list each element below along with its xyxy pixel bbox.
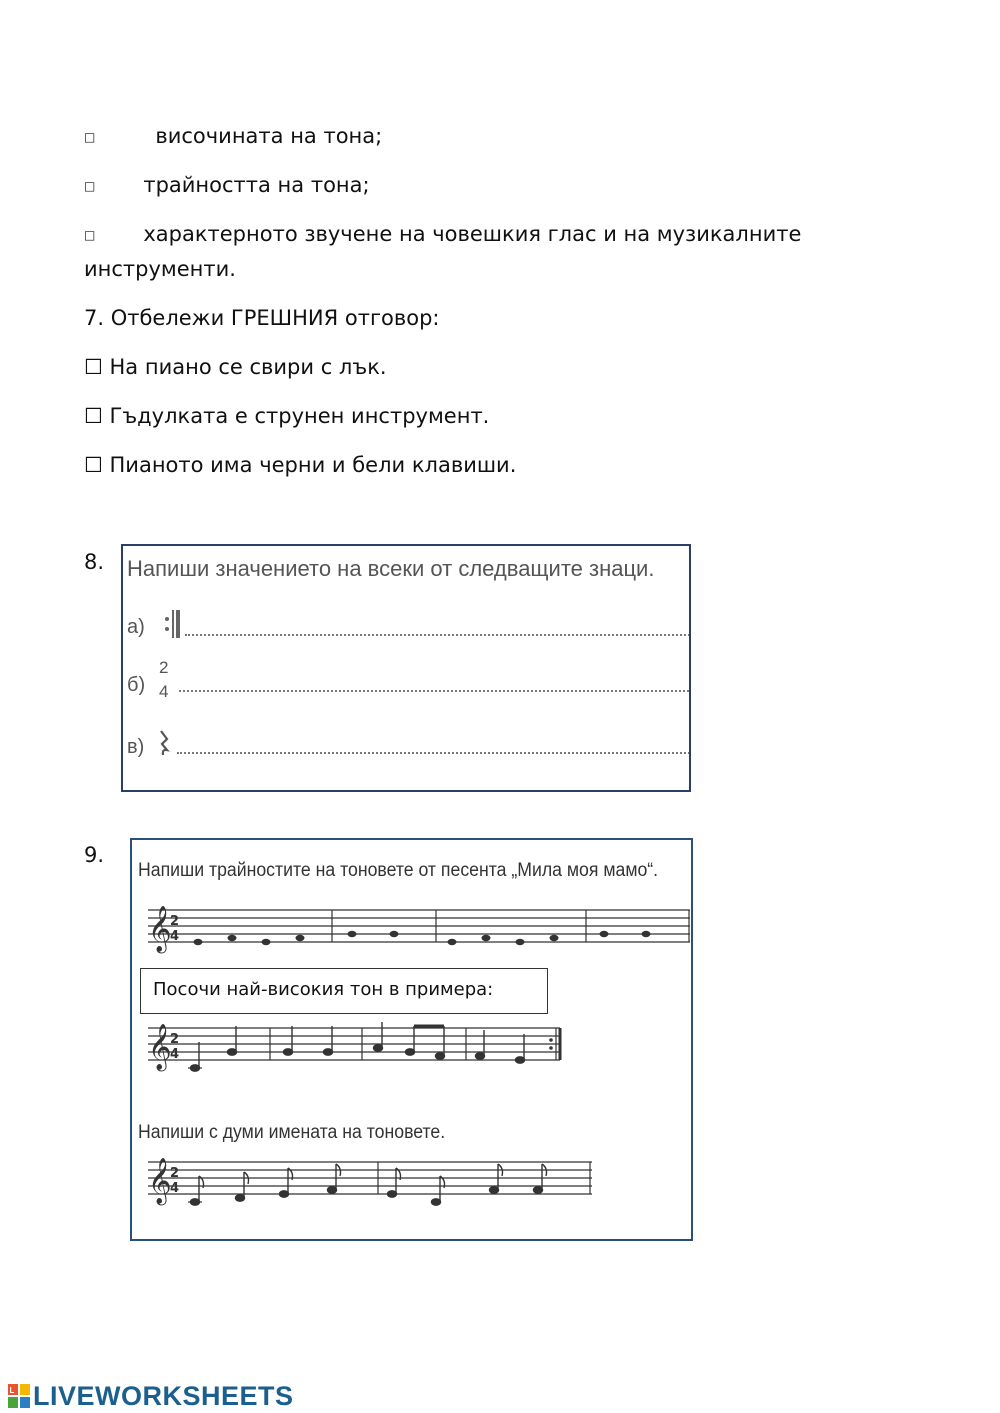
question8-image — [121, 544, 691, 792]
highest-note-answer-box[interactable]: Посочи най-високия тон в примера: — [140, 968, 548, 1014]
note — [296, 935, 305, 941]
liveworksheets-logo — [8, 1380, 294, 1412]
q8-label-b: б) — [127, 674, 146, 696]
note — [642, 931, 651, 937]
note — [348, 931, 357, 937]
note — [432, 1199, 441, 1205]
time-signature-bottom: 4 — [159, 682, 169, 701]
note — [374, 1045, 383, 1051]
music-staff-1 — [140, 896, 693, 958]
option-timbre-cont — [84, 252, 236, 286]
option-text: височината на тона; — [155, 124, 383, 148]
note — [448, 939, 457, 945]
answer-line-a[interactable] — [185, 634, 691, 636]
question7-title: 7. Отбележи ГРЕШНИЯ отговор: — [84, 306, 440, 330]
q7-option-1 — [84, 350, 387, 384]
q7-option-2 — [84, 399, 489, 433]
note — [236, 1195, 245, 1201]
question9-number: 9. — [84, 843, 105, 867]
note — [406, 1049, 415, 1055]
time-sig-top: 2 — [170, 1166, 180, 1181]
question8-number: 8. — [84, 550, 105, 574]
note — [490, 1187, 499, 1193]
svg-text:L: L — [9, 1386, 15, 1395]
checkbox-icon[interactable]: □ — [84, 228, 96, 242]
note — [600, 931, 609, 937]
note — [390, 931, 399, 937]
music-staff-2 — [140, 1016, 580, 1086]
note — [516, 1057, 525, 1063]
note — [194, 939, 203, 945]
time-signature-top: 2 — [159, 658, 169, 677]
note — [191, 1199, 200, 1205]
checkbox-icon[interactable]: □ — [84, 179, 96, 193]
note — [328, 1187, 337, 1193]
q8-label-a: а) — [127, 616, 145, 638]
note — [476, 1053, 485, 1059]
q9-instruction-1: Напиши трайностите на тоновете от песента „Мила моя мамо“. — [138, 860, 659, 881]
checkbox-icon[interactable]: ☐ — [84, 453, 103, 477]
treble-clef-icon: 𝄞 — [148, 1158, 172, 1204]
option-duration — [84, 168, 370, 203]
option-timbre — [84, 217, 801, 252]
checkbox-icon[interactable]: □ — [84, 130, 96, 144]
answer-line-c[interactable] — [177, 752, 691, 754]
checkbox-icon[interactable]: ☐ — [84, 355, 103, 379]
option-text: инструменти. — [84, 257, 236, 281]
end-repeat-icon — [163, 608, 183, 642]
option-text: характерното звучене на човешкия глас и на музикалните — [143, 222, 802, 246]
question9-image — [130, 838, 693, 1241]
option-pitch — [84, 119, 382, 154]
time-sig-top: 2 — [170, 914, 180, 929]
option-text: трайността на тона; — [143, 173, 370, 197]
note — [324, 1049, 333, 1055]
q8-instruction: Напиши значението на всеки от следващите знаци. — [127, 556, 655, 581]
note — [436, 1053, 445, 1059]
option-text: Пианото има черни и бели клавиши. — [109, 453, 517, 477]
option-text: Гъдулката е струнен инструмент. — [109, 404, 490, 428]
q7-option-3 — [84, 448, 516, 482]
treble-clef-icon: 𝄞 — [148, 1024, 172, 1070]
note — [262, 939, 271, 945]
brand-text: LIVEWORKSHEETS — [33, 1380, 294, 1411]
time-sig-top: 2 — [170, 1032, 180, 1047]
note — [534, 1187, 543, 1193]
note — [516, 939, 525, 945]
note — [191, 1065, 200, 1071]
note — [280, 1191, 289, 1197]
note — [228, 935, 237, 941]
time-sig-bottom: 4 — [170, 1181, 180, 1196]
logo-mark-icon — [8, 1384, 30, 1408]
note — [284, 1049, 293, 1055]
time-sig-bottom: 4 — [170, 1047, 180, 1062]
checkbox-icon[interactable]: ☐ — [84, 404, 103, 428]
time-sig-bottom: 4 — [170, 929, 180, 944]
note — [388, 1191, 397, 1197]
option-text: На пиано се свири с лък. — [109, 355, 387, 379]
note — [228, 1049, 237, 1055]
note — [550, 935, 559, 941]
q8-label-c: в) — [127, 736, 145, 758]
quarter-rest-icon — [157, 728, 171, 758]
music-staff-3 — [140, 1146, 610, 1220]
answer-line-b[interactable] — [179, 690, 691, 692]
note — [482, 935, 491, 941]
q9-instruction-2: Напиши с думи имената на тоновете. — [138, 1122, 446, 1143]
treble-clef-icon: 𝄞 — [148, 906, 172, 952]
